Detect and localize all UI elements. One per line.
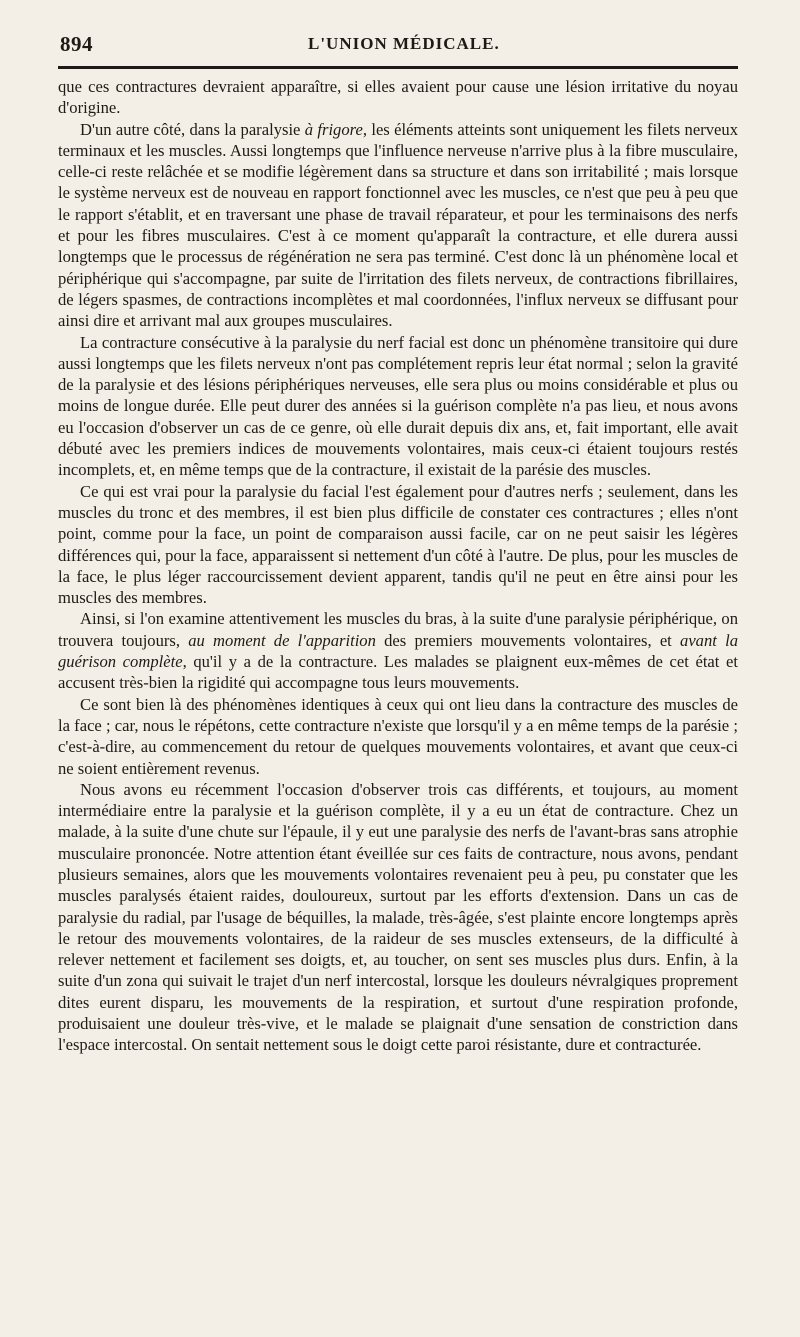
paragraph — [58, 608, 738, 693]
italic-text: avant la guérison complète — [58, 630, 738, 672]
text-run: Nous avons eu récemment l'occasion d'observer trois cas différents, et toujours, au moment intermédiaire entre la paralysie et la guérison complète, il y a eu un état de contracture. Chez un malade, à la suite d'une chute sur l'épaule, il y eut une paralysie des nerfs de l'avant-bras sans atrophie musculaire prononcée. Notre attention étant éveillée sur ces faits de contracture, nous avons, pendant plusieurs semaines, alors que les mouvements volontaires revenaient peu à peu, pu constater que les muscles paralysés étaient raides, douloureux, surtout par les efforts d'extension. Dans un cas de paralysie du radial, par l'usage de béquilles, la malade, très-âgée, s'est plainte encore longtemps après le retour des mouvements volontaires, de la raideur de ses muscles extenseurs, de la difficulté à relever nettement et facilement ses doigts, et, au toucher, on sent ses muscles plus durs. Enfin, à la suite d'un zona qui suivait le trajet d'un nerf intercostal, lorsque les douleurs névralgiques proprement dites eurent disparu, les mouvements de la respiration, et surtout d'une respiration profonde, produisaient une douleur très-vive, et le malade se plaignait d'une sensation de constriction dans l'espace intercostal. On sentait nettement sous le doigt cette paroi résistante, dure et contracturée. — [58, 779, 738, 1055]
document-page — [58, 26, 738, 1056]
paragraph — [58, 694, 738, 779]
body-text — [58, 76, 738, 1056]
text-run: que ces contractures devraient apparaître, si elles avaient pour cause une lésion irritative du noyau d'origine. — [58, 77, 738, 118]
text-run: Ce qui est vrai pour la paralysie du facial l'est également pour d'autres nerfs ; seulement, dans les muscles du tronc et des membres, il est bien plus difficile de constater ces contractures ; elles n'ont point, comme pour la face, un point de comparaison aussi facile, car on ne peut saisir les légères différences qui, pour la face, apparaissent si nettement d'un côté à l'autre. De plus, pour les muscles de la face, le plus léger raccourcissement devient apparent, tandis qu'il ne peut en être ainsi pour les muscles des membres. — [58, 481, 738, 608]
text-run: des premiers mouvements volontaires, et — [375, 630, 681, 650]
paragraph — [58, 779, 738, 1056]
paragraph — [58, 76, 738, 119]
page-number: 894 — [60, 32, 93, 56]
paragraph — [58, 332, 738, 481]
text-run: , les éléments atteints sont uniquement les filets nerveux terminaux et les muscles. Aussi longtemps que l'influence nerveuse n'arrive plus à la fibre musculaire, celle-ci reste relâchée et se modifie légèrement dans sa structure et dans son irritabilité ; mais lorsque le système nerveux est de nouveau en rapport fonctionnel avec les muscles, ce n'est que peu à peu que le rapport s'établit, et en traversant une phase de travail réparateur, et pour les terminaisons des nerfs et pour les fibres musculaires. C'est à ce moment qu'apparaît la contracture, et elle durera aussi longtemps que le processus de régénération ne sera pas terminé. C'est donc là un phénomène local et périphérique qui s'accompagne, par suite de l'irritation des filets nerveux, de contractions fibrillaires, de légers spasmes, de contractions incomplètes et mal coordonnées, l'influx nerveux se diffusant pour ainsi dire et arrivant mal aux groupes musculaires. — [58, 119, 738, 331]
italic-text: à frigore — [304, 119, 363, 139]
page-header — [58, 26, 738, 60]
text-run: Ainsi, si l'on examine attentivement les muscles du bras, à la suite d'une paralysie périphérique, on trouvera toujours, — [58, 609, 738, 650]
text-run: , qu'il y a de la contracture. Les malades se plaignent eux-mêmes de cet état et accusent très-bien la rigidité qui accompagne tous leurs mouvements. — [58, 652, 738, 693]
running-title: L'UNION MÉDICALE. — [308, 34, 500, 53]
italic-text: au moment de l'apparition — [188, 630, 376, 650]
paragraph — [58, 119, 738, 332]
text-run: D'un autre côté, dans la paralysie — [80, 119, 305, 139]
text-run: La contracture consécutive à la paralysie du nerf facial est donc un phénomène transitoire qui dure aussi longtemps que les filets nerveux n'ont pas complétement repris leur état normal ; selon la gravité de la paralysie et des lésions périphériques nerveuses, elle sera plus ou moins considérable et plus ou moins de longue durée. Elle peut durer des années si la guérison complète n'a pas lieu, et nous avons eu l'occasion d'observer un cas de ce genre, où elle durait depuis dix ans, et, fait important, elle avait débuté avec les premiers indices de mouvements volontaires, mais ceux-ci étaient toujours restés incomplets, et, en même temps que de la contracture, il existait de la parésie des muscles. — [58, 332, 738, 480]
header-rule — [58, 66, 738, 69]
paragraph — [58, 481, 738, 609]
text-run: Ce sont bien là des phénomènes identiques à ceux qui ont lieu dans la contracture des muscles de la face ; car, nous le répétons, cette contracture n'existe que lorsqu'il y a en même temps de la parésie ; c'est-à-dire, au commencement du retour de quelques mouvements volontaires, et avant que ceux-ci ne soient entièrement revenus. — [58, 694, 738, 778]
